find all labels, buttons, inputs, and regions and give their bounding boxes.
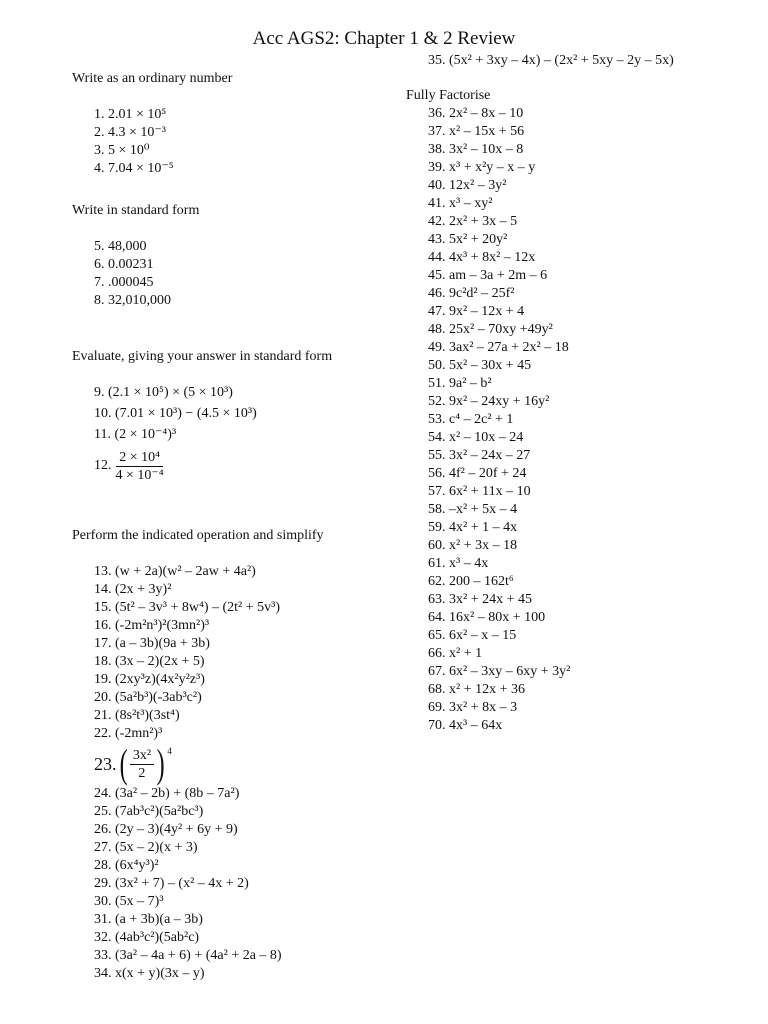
problem-item: 42. 2x² + 3x – 5 xyxy=(428,214,518,229)
problem-item: 50. 5x² – 30x + 45 xyxy=(428,358,532,373)
problem-item: 14. (2x + 3y)² xyxy=(94,582,172,597)
fraction-denominator: 4 × 10⁻⁴ xyxy=(115,467,164,483)
problem-item: 25. (7ab³c²)(5a²bc³) xyxy=(94,804,204,819)
problem-item: 33. (3a² – 4a + 6) + (4a² + 2a – 8) xyxy=(94,948,282,963)
problem-item: 68. x² + 12x + 36 xyxy=(428,682,525,697)
problem-item: 5. 48,000 xyxy=(94,239,147,254)
problem-item: 59. 4x² + 1 – 4x xyxy=(428,520,518,535)
problem-item: 38. 3x² – 10x – 8 xyxy=(428,142,524,157)
problem-item: 65. 6x² – x – 15 xyxy=(428,628,517,643)
problem-item: 57. 6x² + 11x – 10 xyxy=(428,484,531,499)
problem-item: 17. (a – 3b)(9a + 3b) xyxy=(94,636,210,651)
problem-item: 27. (5x – 2)(x + 3) xyxy=(94,840,198,855)
ordinary-number-list xyxy=(72,106,392,178)
problem-item: 30. (5x – 7)³ xyxy=(94,894,164,909)
problem-item: 69. 3x² + 8x – 3 xyxy=(428,700,518,715)
problem-item: 7. .000045 xyxy=(94,275,154,290)
problem-item-35: 35. (5x² + 3xy – 4x) – (2x² + 5xy – 2y – 5x) xyxy=(428,53,674,68)
problem-item: 11. (2 × 10⁻⁴)³ xyxy=(94,427,177,442)
problem-item: 36. 2x² – 8x – 10 xyxy=(428,106,524,121)
problem-item: 39. x³ + x²y – x – y xyxy=(428,160,536,175)
problem-item: 32. (4ab³c²)(5ab²c) xyxy=(94,930,200,945)
problem-item: 15. (5t² – 3v³ + 8w⁴) – (2t² + 5v³) xyxy=(94,600,280,615)
fraction-denominator: 2 xyxy=(138,765,146,781)
exponent: 4 xyxy=(167,746,172,756)
problem-item: 43. 5x² + 20y² xyxy=(428,232,508,247)
problem-item: 70. 4x³ – 64x xyxy=(428,718,503,733)
problem-item: 41. x³ – xy² xyxy=(428,196,493,211)
right-column xyxy=(406,52,756,735)
problem-item: 60. x² + 3x – 18 xyxy=(428,538,518,553)
problem-item: 61. x³ – 4x xyxy=(428,556,489,571)
problem-item: 51. 9a² – b² xyxy=(428,376,492,391)
problem-item: 9. (2.1 × 10⁵) × (5 × 10³) xyxy=(94,385,233,400)
problem-item: 28. (6x⁴y³)² xyxy=(94,858,159,873)
problem-item: 26. (2y – 3)(4y² + 6y + 9) xyxy=(94,822,238,837)
problem-item: 18. (3x – 2)(2x + 5) xyxy=(94,654,205,669)
problem-item: 22. (-2mn²)³ xyxy=(94,726,163,741)
problem-item: 48. 25x² – 70xy +49y² xyxy=(428,322,553,337)
parenthesized-fraction xyxy=(117,741,172,786)
fraction-numerator: 2 × 10⁴ xyxy=(116,449,163,467)
problem-item: 21. (8s²t³)(3st⁴) xyxy=(94,708,180,723)
fraction xyxy=(116,449,164,484)
problem-item: 47. 9x² – 12x + 4 xyxy=(428,304,525,319)
problem-item: 13. (w + 2a)(w² – 2aw + 4a²) xyxy=(94,564,256,579)
problem-item-23 xyxy=(94,743,392,785)
problem-item: 66. x² + 1 xyxy=(428,646,483,661)
problem-item: 37. x² – 15x + 56 xyxy=(428,124,525,139)
operations-heading: Perform the indicated operation and simplify xyxy=(72,528,324,543)
problem-item: 8. 32,010,000 xyxy=(94,293,171,308)
left-column xyxy=(72,70,392,983)
problem-item: 49. 3ax² – 27a + 2x² – 18 xyxy=(428,340,569,355)
problem-item: 20. (5a²b³)(-3ab³c²) xyxy=(94,690,202,705)
problem-item: 55. 3x² – 24x – 27 xyxy=(428,448,531,463)
problem-item: 19. (2xy³z)(4x²y²z³) xyxy=(94,672,205,687)
problem-item: 10. (7.01 × 10³) − (4.5 × 10³) xyxy=(94,406,257,421)
fraction xyxy=(130,747,154,782)
problem-number: 23. xyxy=(94,754,117,774)
problem-item-12 xyxy=(94,447,392,485)
problem-item: 67. 6x² – 3xy – 6xy + 3y² xyxy=(428,664,571,679)
problem-item: 56. 4f² – 20f + 24 xyxy=(428,466,527,481)
problem-item: 54. x² – 10x – 24 xyxy=(428,430,524,445)
problem-item: 3. 5 × 10⁰ xyxy=(94,143,150,158)
problem-item: 2. 4.3 × 10⁻³ xyxy=(94,125,166,140)
problem-item: 63. 3x² + 24x + 45 xyxy=(428,592,532,607)
problem-item: 6. 0.00231 xyxy=(94,257,154,272)
standard-form-list xyxy=(72,238,392,310)
operations-list xyxy=(72,563,392,983)
problem-item: 53. c⁴ – 2c² + 1 xyxy=(428,412,514,427)
factorise-list xyxy=(406,105,756,735)
problem-item: 4. 7.04 × 10⁻⁵ xyxy=(94,161,174,176)
problem-item: 34. x(x + y)(3x – y) xyxy=(94,966,205,981)
problem-item: 44. 4x³ + 8x² – 12x xyxy=(428,250,536,265)
problem-item: 16. (-2m²n³)²(3mn²)³ xyxy=(94,618,210,633)
standard-form-heading: Write in standard form xyxy=(72,203,200,218)
right-paren: ) xyxy=(156,741,165,786)
problem-item: 40. 12x² – 3y² xyxy=(428,178,507,193)
problem-item: 31. (a + 3b)(a – 3b) xyxy=(94,912,203,927)
problem-item: 24. (3a² – 2b) + (8b – 7a²) xyxy=(94,786,240,801)
evaluate-list xyxy=(72,384,392,485)
ordinary-number-heading: Write as an ordinary number xyxy=(72,71,233,86)
problem-item: 29. (3x² + 7) – (x² – 4x + 2) xyxy=(94,876,249,891)
problem-item: 62. 200 – 162t⁶ xyxy=(428,574,514,589)
left-paren: ( xyxy=(119,741,128,786)
page-title: Acc AGS2: Chapter 1 & 2 Review xyxy=(252,28,516,49)
problem-number: 12. xyxy=(94,458,112,473)
evaluate-heading: Evaluate, giving your answer in standard form xyxy=(72,349,333,364)
factorise-heading: Fully Factorise xyxy=(406,88,491,103)
fraction-numerator: 3x² xyxy=(130,747,154,765)
problem-item: 64. 16x² – 80x + 100 xyxy=(428,610,546,625)
problem-item: 1. 2.01 × 10⁵ xyxy=(94,107,167,122)
problem-item: 58. –x² + 5x – 4 xyxy=(428,502,518,517)
problem-item: 46. 9c²d² – 25f² xyxy=(428,286,515,301)
problem-item: 52. 9x² – 24xy + 16y² xyxy=(428,394,550,409)
problem-item: 45. am – 3a + 2m – 6 xyxy=(428,268,548,283)
